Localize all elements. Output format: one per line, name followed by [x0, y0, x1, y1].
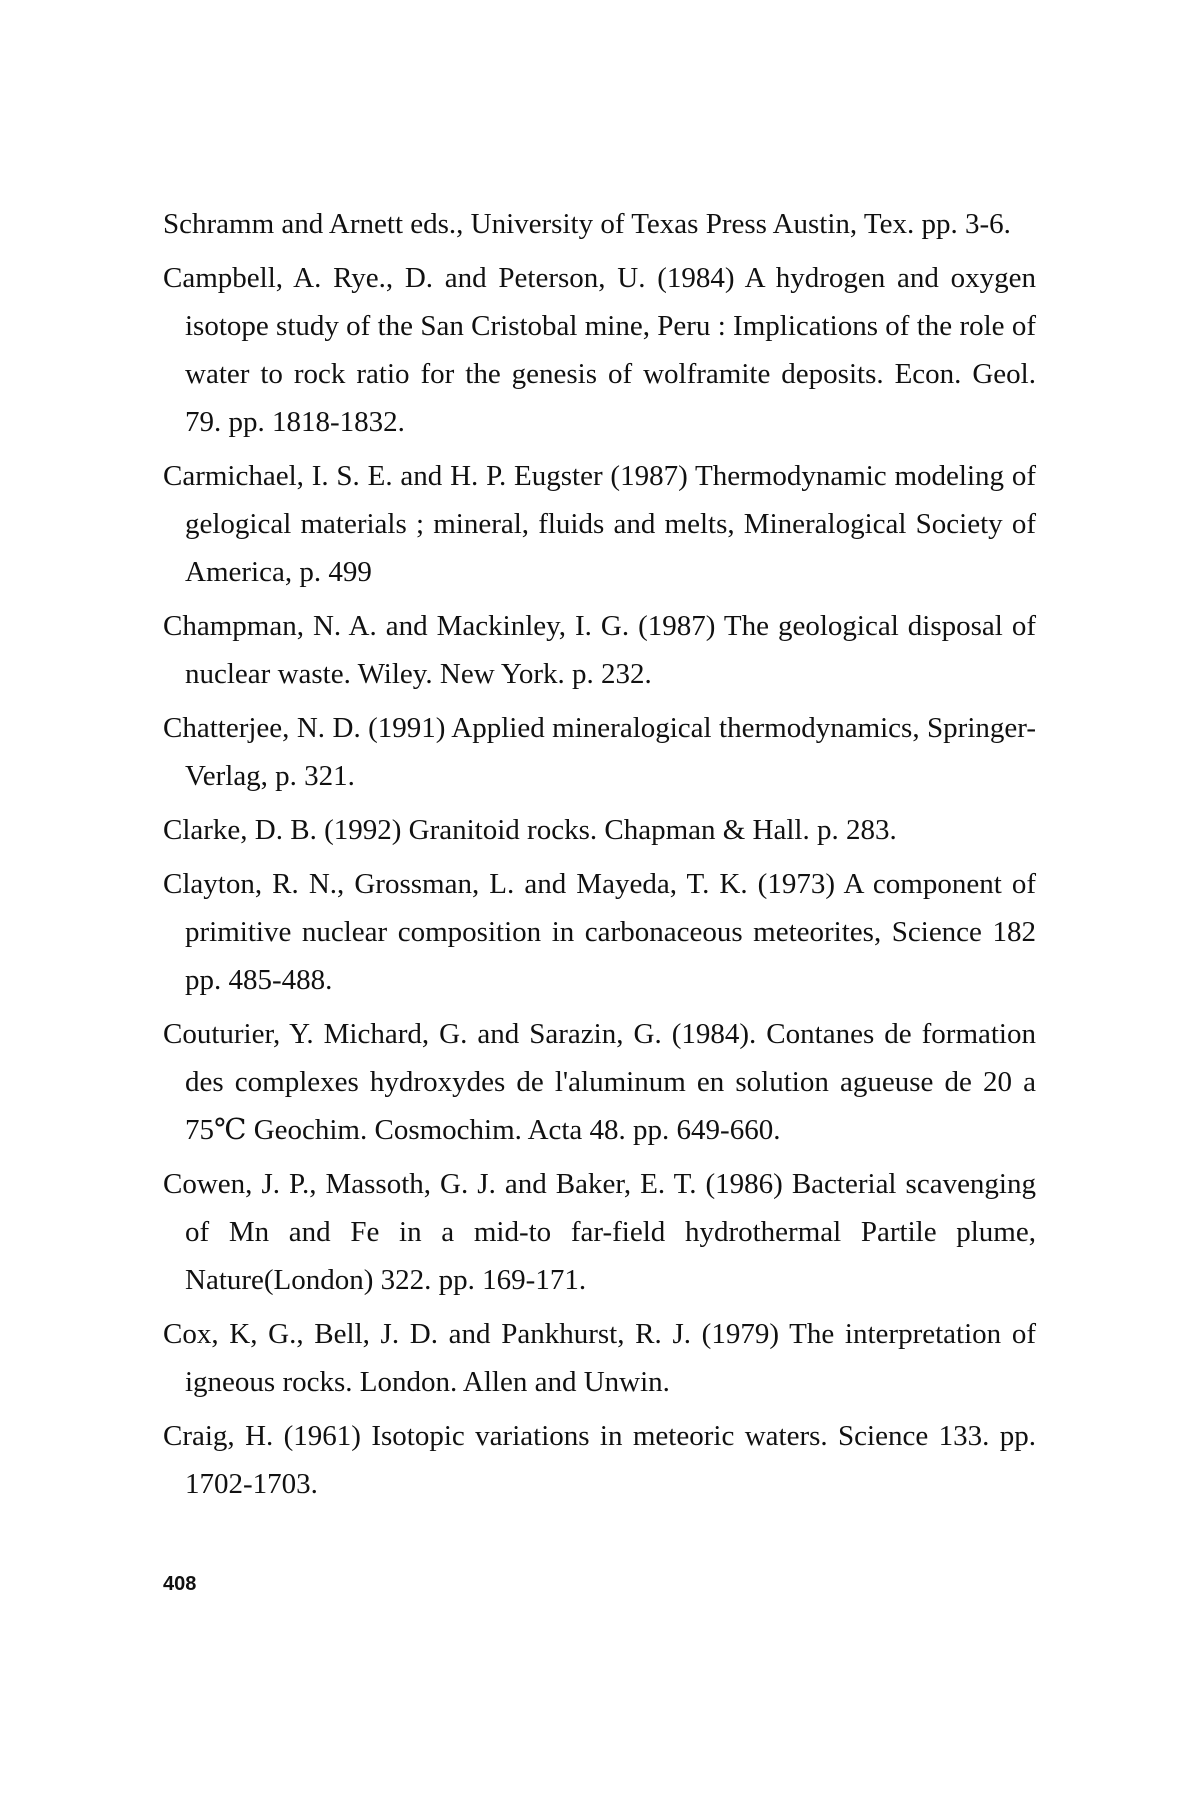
reference-entry: Chatterjee, N. D. (1991) Applied mineralogical thermodynamics, Springer-Verlag, p. 321.: [163, 712, 1036, 792]
reference-entry: Champman, N. A. and Mackinley, I. G. (1987) The geological disposal of nuclear waste. Wiley. New York. p. 232.: [163, 610, 1036, 690]
page-number: 408: [163, 1573, 197, 1595]
reference-entry: Couturier, Y. Michard, G. and Sarazin, G. (1984). Contanes de formation des complexes hydroxydes de l'aluminum en solution agueuse de 20 a 75℃ Geochim. Cosmochim. Acta 48. pp. 649-660.: [163, 1018, 1036, 1146]
reference-entry: Carmichael, I. S. E. and H. P. Eugster (1987) Thermodynamic modeling of gelogical materials ; mineral, fluids and melts, Mineralogical Society of America, p. 499: [163, 460, 1036, 588]
reference-list: [163, 200, 1036, 1514]
reference-entry: Cox, K, G., Bell, J. D. and Pankhurst, R. J. (1979) The interpretation of igneous rocks. London. Allen and Unwin.: [163, 1318, 1036, 1398]
reference-entry: Clarke, D. B. (1992) Granitoid rocks. Chapman & Hall. p. 283.: [163, 814, 897, 846]
reference-entry: Schramm and Arnett eds., University of Texas Press Austin, Tex. pp. 3-6.: [163, 208, 1011, 240]
reference-entry: Craig, H. (1961) Isotopic variations in meteoric waters. Science 133. pp. 1702-1703.: [163, 1420, 1036, 1500]
reference-entry: Campbell, A. Rye., D. and Peterson, U. (1984) A hydrogen and oxygen isotope study of the San Cristobal mine, Peru : Implications of the role of water to rock ratio for the genesis of wolframite deposits. Econ. Geol. 79. pp. 1818-1832.: [163, 262, 1036, 438]
reference-entry: Cowen, J. P., Massoth, G. J. and Baker, E. T. (1986) Bacterial scavenging of Mn and Fe in a mid-to far-field hydrothermal Partile plume, Nature(London) 322. pp. 169-171.: [163, 1168, 1036, 1296]
reference-entry: Clayton, R. N., Grossman, L. and Mayeda, T. K. (1973) A component of primitive nuclear composition in carbonaceous meteorites, Science 182 pp. 485-488.: [163, 868, 1036, 996]
